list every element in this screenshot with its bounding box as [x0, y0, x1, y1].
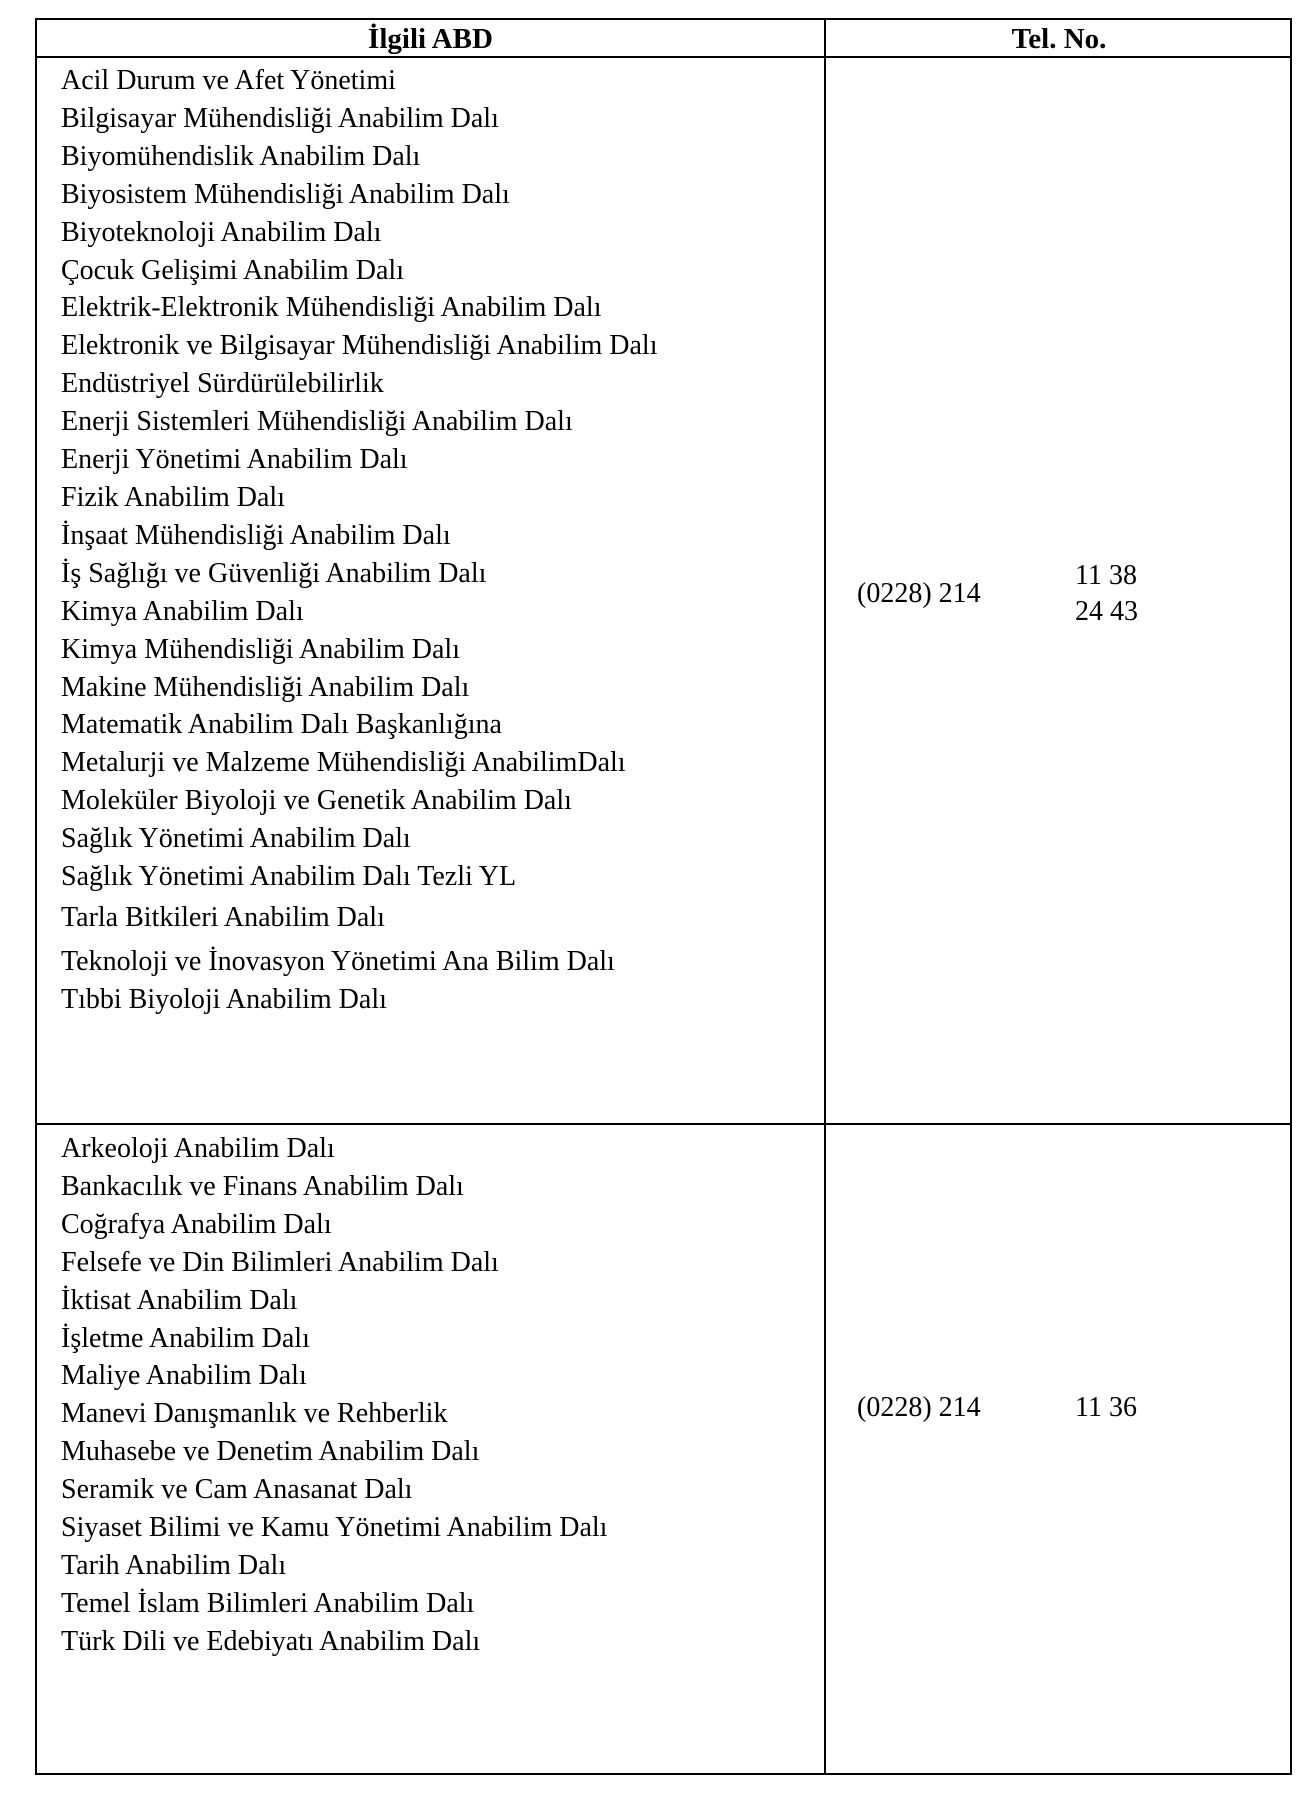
list-item: Bilgisayar Mühendisliği Anabilim Dalı: [61, 102, 499, 134]
department-list-1: [61, 62, 657, 1019]
list-item: Maliye Anabilim Dalı: [61, 1360, 307, 1392]
header-phone: Tel. No.: [1011, 23, 1107, 55]
department-phone-table: [35, 18, 1292, 1775]
list-item: Türk Dili ve Edebiyatı Anabilim Dalı: [61, 1625, 481, 1657]
phone-prefix-2: (0228) 214: [857, 1392, 981, 1423]
list-item: Kimya Mühendisliği Anabilim Dalı: [61, 633, 460, 665]
phone-extensions-1: [1075, 558, 1138, 630]
list-item: Sağlık Yönetimi Anabilim Dalı Tezli YL: [61, 861, 517, 893]
list-item: Biyosistem Mühendisliği Anabilim Dalı: [61, 178, 510, 210]
list-item: Siyaset Bilimi ve Kamu Yönetimi Anabilim Dalı: [61, 1512, 608, 1544]
list-item: Enerji Sistemleri Mühendisliği Anabilim Dalı: [61, 406, 573, 438]
list-item: Bankacılık ve Finans Anabilim Dalı: [61, 1170, 464, 1202]
list-item: Çocuk Gelişimi Anabilim Dalı: [61, 254, 404, 286]
list-item: Muhasebe ve Denetim Anabilim Dalı: [61, 1436, 480, 1468]
list-item: Elektrik-Elektronik Mühendisliği Anabilim Dalı: [61, 292, 602, 324]
list-item: Elektronik ve Bilgisayar Mühendisliği Anabilim Dalı: [61, 330, 658, 362]
list-item: Biyoteknoloji Anabilim Dalı: [61, 216, 382, 248]
list-item: Felsefe ve Din Bilimleri Anabilim Dalı: [61, 1246, 499, 1278]
list-item: Acil Durum ve Afet Yönetimi: [61, 65, 396, 96]
department-list-2: [61, 1130, 607, 1661]
list-item: Arkeoloji Anabilim Dalı: [61, 1133, 335, 1164]
phone-extension: 11 38: [1075, 560, 1137, 591]
list-item: Tıbbi Biyoloji Anabilim Dalı: [61, 983, 387, 1015]
list-item: Tarla Bitkileri Anabilim Dalı: [61, 901, 385, 933]
list-item: İşletme Anabilim Dalı: [61, 1322, 310, 1354]
list-item: Manevi Danışmanlık ve Rehberlik: [61, 1398, 448, 1430]
list-item: İktisat Anabilim Dalı: [61, 1284, 298, 1316]
list-item: Coğrafya Anabilim Dalı: [61, 1208, 332, 1240]
table-row-group-2: [37, 1127, 1290, 1773]
table-header-row: [37, 20, 1290, 58]
list-item: Tarih Anabilim Dalı: [61, 1549, 287, 1581]
list-item: Enerji Yönetimi Anabilim Dalı: [61, 444, 408, 476]
list-item: Moleküler Biyoloji ve Genetik Anabilim Dalı: [61, 785, 572, 817]
list-item: Temel İslam Bilimleri Anabilim Dalı: [61, 1587, 475, 1619]
list-item: İş Sağlığı ve Güvenliği Anabilim Dalı: [61, 557, 487, 589]
list-item: Metalurji ve Malzeme Mühendisliği AnabilimDalı: [61, 747, 626, 779]
list-item: Kimya Anabilim Dalı: [61, 595, 304, 627]
table-row-group-1: [37, 58, 1290, 1125]
list-item: Biyomühendislik Anabilim Dalı: [61, 140, 421, 172]
list-item: Seramik ve Cam Anasanat Dalı: [61, 1474, 413, 1506]
phone-extension: 24 43: [1075, 596, 1138, 627]
list-item: Endüstriyel Sürdürülebilirlik: [61, 368, 384, 400]
phone-prefix-1: (0228) 214: [857, 578, 981, 609]
header-department: İlgili ABD: [368, 23, 493, 55]
list-item: Matematik Anabilim Dalı Başkanlığına: [61, 709, 502, 741]
list-item: Teknoloji ve İnovasyon Yönetimi Ana Bilim Dalı: [61, 945, 615, 977]
list-item: Makine Mühendisliği Anabilim Dalı: [61, 671, 470, 703]
phone-extensions-2: [1075, 1390, 1137, 1426]
list-item: İnşaat Mühendisliği Anabilim Dalı: [61, 519, 451, 551]
list-item: Fizik Anabilim Dalı: [61, 481, 285, 513]
list-item: Sağlık Yönetimi Anabilim Dalı: [61, 823, 411, 855]
phone-extension: 11 36: [1075, 1392, 1137, 1423]
